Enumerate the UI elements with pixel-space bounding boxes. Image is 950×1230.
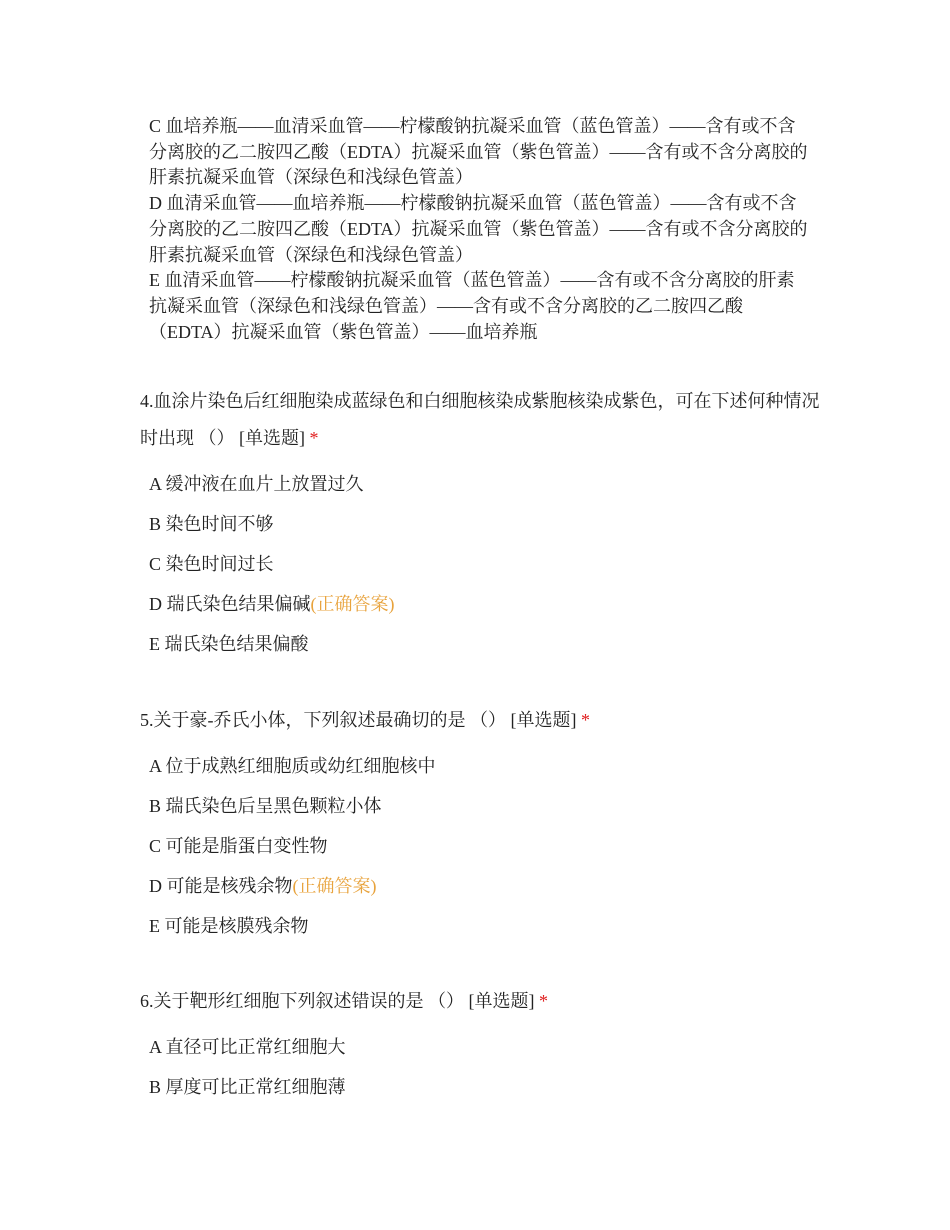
- question-text: 4.血涂片染色后红细胞染成蓝绿色和白细胞核染成紫胞核染成紫色，可在下述何种情况时出现 （） [单选题]: [140, 391, 820, 448]
- question-6: [140, 983, 820, 1107]
- question-text: 5.关于豪-乔氏小体，下列叙述最确切的是 （） [单选题]: [140, 710, 577, 730]
- option-d: [149, 866, 820, 906]
- option-text: E 可能是核膜残余物: [149, 916, 309, 936]
- question-text: 6.关于靶形红细胞下列叙述错误的是 （） [单选题]: [140, 991, 535, 1011]
- option-e: [149, 624, 820, 664]
- option-b: [149, 1067, 820, 1107]
- option-b: [149, 504, 820, 544]
- option-b: [149, 786, 820, 826]
- option-text: A 缓冲液在血片上放置过久: [149, 474, 364, 494]
- option-a: [149, 1027, 820, 1067]
- option-list: [149, 746, 820, 946]
- option-a: [149, 746, 820, 786]
- required-mark: *: [580, 710, 590, 730]
- option-text: B 瑞氏染色后呈黑色颗粒小体: [149, 796, 382, 816]
- correct-answer-label: (正确答案): [292, 876, 377, 896]
- option-text: B 染色时间不够: [149, 514, 274, 534]
- question-5: [140, 702, 820, 946]
- option-e: [149, 906, 820, 946]
- question-3-options-continued: [149, 114, 809, 345]
- required-mark: *: [309, 428, 319, 448]
- option-d: D 血清采血管——血培养瓶——柠檬酸钠抗凝采血管（蓝色管盖）——含有或不含分离胶的乙二胺四乙酸（EDTA）抗凝采血管（紫色管盖）——含有或不含分离胶的肝素抗凝采血管（深绿色和浅绿色管盖）: [149, 193, 808, 265]
- option-text: D 可能是核残余物: [149, 876, 293, 896]
- question-4: [140, 383, 820, 664]
- option-a: [149, 464, 820, 504]
- question-title: [140, 702, 820, 739]
- option-text: E 瑞氏染色结果偏酸: [149, 634, 309, 654]
- option-text: D 瑞氏染色结果偏碱: [149, 594, 311, 614]
- option-text: B 厚度可比正常红细胞薄: [149, 1077, 346, 1097]
- question-title: [140, 983, 820, 1020]
- question-title: [140, 383, 820, 457]
- option-d: [149, 584, 820, 624]
- option-list: [149, 1027, 820, 1107]
- required-mark: *: [539, 991, 548, 1011]
- option-c: [149, 544, 820, 584]
- option-c: [149, 826, 820, 866]
- correct-answer-label: (正确答案): [310, 594, 395, 614]
- option-text: C 可能是脂蛋白变性物: [149, 836, 328, 856]
- option-e: E 血清采血管——柠檬酸钠抗凝采血管（蓝色管盖）——含有或不含分离胶的肝素抗凝采血管（深绿色和浅绿色管盖）——含有或不含分离胶的乙二胺四乙酸（EDTA）抗凝采血管（紫色管盖）——血培养瓶: [149, 270, 795, 342]
- option-list: [149, 464, 820, 664]
- option-text: C 染色时间过长: [149, 554, 274, 574]
- option-c: C 血培养瓶——血清采血管——柠檬酸钠抗凝采血管（蓝色管盖）——含有或不含分离胶的乙二胺四乙酸（EDTA）抗凝采血管（紫色管盖）——含有或不含分离胶的肝素抗凝采血管（深绿色和浅绿色管盖）: [149, 116, 808, 188]
- option-text: A 位于成熟红细胞质或幼红细胞核中: [149, 756, 436, 776]
- option-text: A 直径可比正常红细胞大: [149, 1037, 346, 1057]
